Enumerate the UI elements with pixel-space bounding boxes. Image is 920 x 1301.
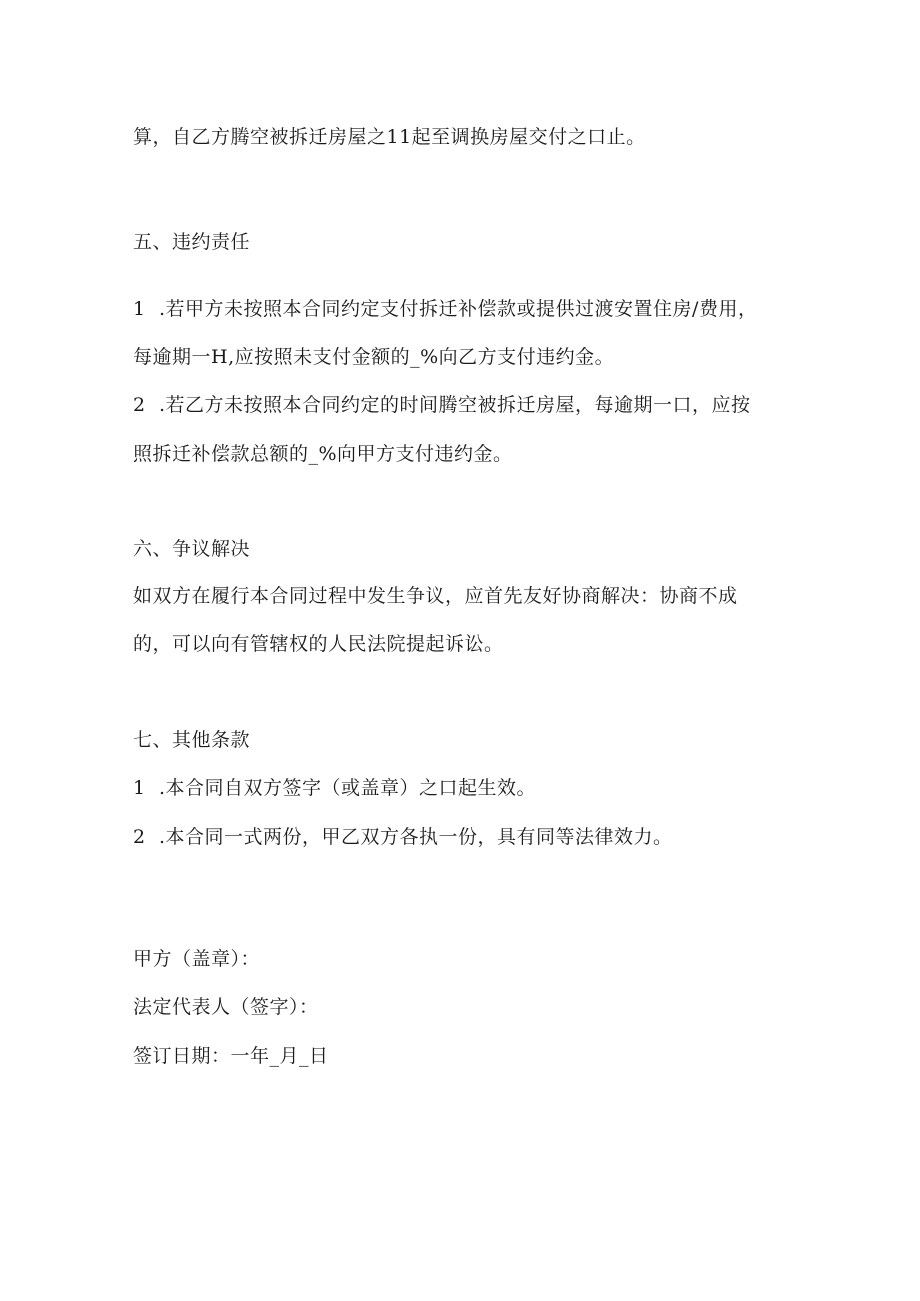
continuation-line: 算，自乙方腾空被拆迁房屋之11起至调换房屋交付之口止。 bbox=[133, 126, 646, 148]
clause-item bbox=[133, 774, 536, 802]
clause-number: 1 bbox=[133, 777, 146, 799]
section-heading-other: 七、其他条款 bbox=[133, 729, 251, 751]
clause-text: .本合同一式两份，甲乙双方各执一份，具有同等法律效力。 bbox=[159, 826, 673, 848]
clause-text: .若甲方未按照本合同约定支付拆迁补偿款或提供过渡安置住房/费用， bbox=[159, 298, 758, 320]
clause-continuation: 每逾期一H,应按照未支付金额的_%向乙方支付违约金。 bbox=[133, 346, 615, 368]
clause-item bbox=[133, 295, 757, 323]
clause-item bbox=[133, 391, 751, 419]
legal-representative-field: 法定代表人（签字）： bbox=[133, 996, 319, 1018]
clause-number: 1 bbox=[133, 298, 146, 320]
clause-text: .本合同自双方签字（或盖章）之口起生效。 bbox=[159, 777, 537, 799]
clause-number: 2 bbox=[133, 394, 146, 416]
paragraph-line: 的，可以向有管辖权的人民法院提起诉讼。 bbox=[133, 633, 504, 655]
section-heading-dispute: 六、争议解决 bbox=[133, 538, 251, 560]
signing-date-field: 签订日期：一年_月_日 bbox=[133, 1045, 329, 1067]
clause-number: 2 bbox=[133, 826, 146, 848]
party-a-signature-field: 甲方（盖章）： bbox=[133, 948, 261, 970]
clause-continuation: 照拆迁补偿款总额的_%向甲方支付违约金。 bbox=[133, 443, 513, 465]
clause-item bbox=[133, 823, 673, 851]
clause-text: .若乙方未按照本合同约定的时间腾空被拆迁房屋，每逾期一口，应按 bbox=[159, 394, 751, 416]
paragraph-line: 如双方在履行本合同过程中发生争议，应首先友好协商解决：协商不成 bbox=[133, 585, 738, 607]
section-heading-breach: 五、违约责任 bbox=[133, 231, 251, 253]
